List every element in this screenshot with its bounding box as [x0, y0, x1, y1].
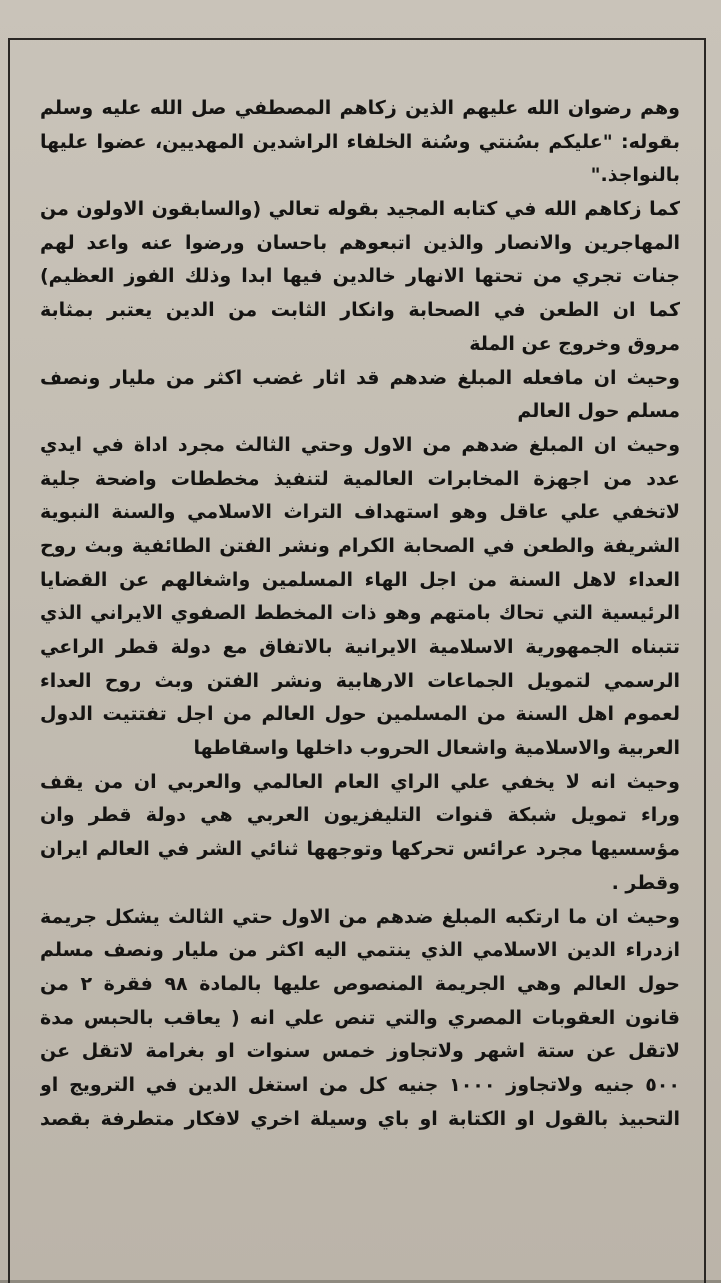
- text-line: حول العالم وهي الجريمة المنصوص عليها بالمادة ٩٨ فقرة ٢ من: [40, 972, 680, 995]
- text-line: العداء لاهل السنة من اجل الهاء المسلمين واشغالهم عن القضايا: [40, 568, 680, 591]
- text-line: مسلم حول العالم: [517, 400, 680, 423]
- text-line: بقوله: "عليكم بسُنتي وسُنة الخلفاء الراشدين المهديين، عضوا عليها: [40, 130, 680, 153]
- text-line: كما ان الطعن في الصحابة وانكار الثابت من الدين يعتبر بمثابة: [40, 299, 680, 322]
- text-line: مؤسسيها مجرد عرائس تحركها وتوجهها ثنائي الشر في العالم ايران: [40, 838, 680, 861]
- text-line: مروق وخروج عن الملة: [469, 332, 680, 355]
- text-line: عدد من اجهزة المخابرات العالمية لتنفيذ مخططات واضحة جلية: [40, 467, 680, 490]
- text-line: وحيث ان مافعله المبلغ ضدهم قد اثار غضب اكثر من مليار ونصف: [40, 366, 680, 389]
- text-line: ٥٠٠ جنيه ولاتجاوز ١٠٠٠ جنيه كل من استغل الدين في الترويج او: [40, 1073, 680, 1096]
- text-line: وحيث انه لا يخفي علي الراي العام العالمي والعربي ان من يقف: [40, 770, 680, 793]
- text-line: تتبناه الجمهورية الاسلامية الايرانية بالاتفاق مع دولة قطر الراعي: [40, 636, 680, 658]
- text-line: وقطر .: [611, 871, 680, 894]
- text-line: وحيث ان المبلغ ضدهم من الاول وحتي الثالث مجرد اداة في ايدي: [40, 433, 680, 456]
- text-line: التحبيذ بالقول او الكتابة او باي وسيلة اخري لافكار متطرفة بقصد: [40, 1107, 680, 1130]
- text-line: بالنواجذ.": [590, 164, 680, 187]
- text-line: العربية والاسلامية واشعال الحروب داخلها واسقاطها: [193, 737, 680, 760]
- text-line: وحيث ان ما ارتكبه المبلغ ضدهم من الاول حتي الثالث يشكل جريمة: [40, 905, 680, 928]
- text-line: الشريفة والطعن في الصحابة الكرام ونشر الفتن الطائفية وبث روح: [40, 534, 680, 557]
- text-line: قانون العقوبات المصري والتي تنص علي انه ( يعاقب بالحبس مدة: [40, 1006, 680, 1029]
- text-line: جنات تجري من تحتها الانهار خالدين فيها ابدا وذلك الفوز العظيم): [40, 265, 680, 288]
- text-line: وراء تمويل شبكة قنوات التليفزيون العربي هي دولة قطر وان: [40, 804, 680, 827]
- text-line: كما زكاهم الله في كتابه المجيد بقوله تعالي (والسابقون الاولون من: [40, 198, 680, 221]
- text-line: الرئيسية التي تحاك بامتهم وهو ذات المخطط الصفوي الايراني الذي: [40, 602, 680, 625]
- text-line: ازدراء الدين الاسلامي الذي ينتمي اليه اكثر من مليار ونصف مسلم: [40, 939, 680, 962]
- text-line: لاتقل عن ستة اشهر ولاتجاوز خمس سنوات او بغرامة لاتقل عن: [40, 1040, 680, 1063]
- text-line: الرسمي لتمويل الجماعات الارهابية ونشر الفتن وبث روح العداء: [40, 669, 680, 692]
- document-body: [40, 92, 680, 1136]
- text-line: لعموم اهل السنة من المسلمين حول العالم من اجل تفتتيت الدول: [40, 703, 680, 726]
- text-line: المهاجرين والانصار والذين اتبعوهم باحسان ورضوا عنه واعد لهم: [40, 231, 680, 254]
- text-line: وهم رضوان الله عليهم الذين زكاهم المصطفي صل الله عليه وسلم: [40, 97, 680, 119]
- text-line: لاتخفي علي عاقل وهو استهداف التراث الاسلامي والسنة النبوية: [40, 501, 680, 524]
